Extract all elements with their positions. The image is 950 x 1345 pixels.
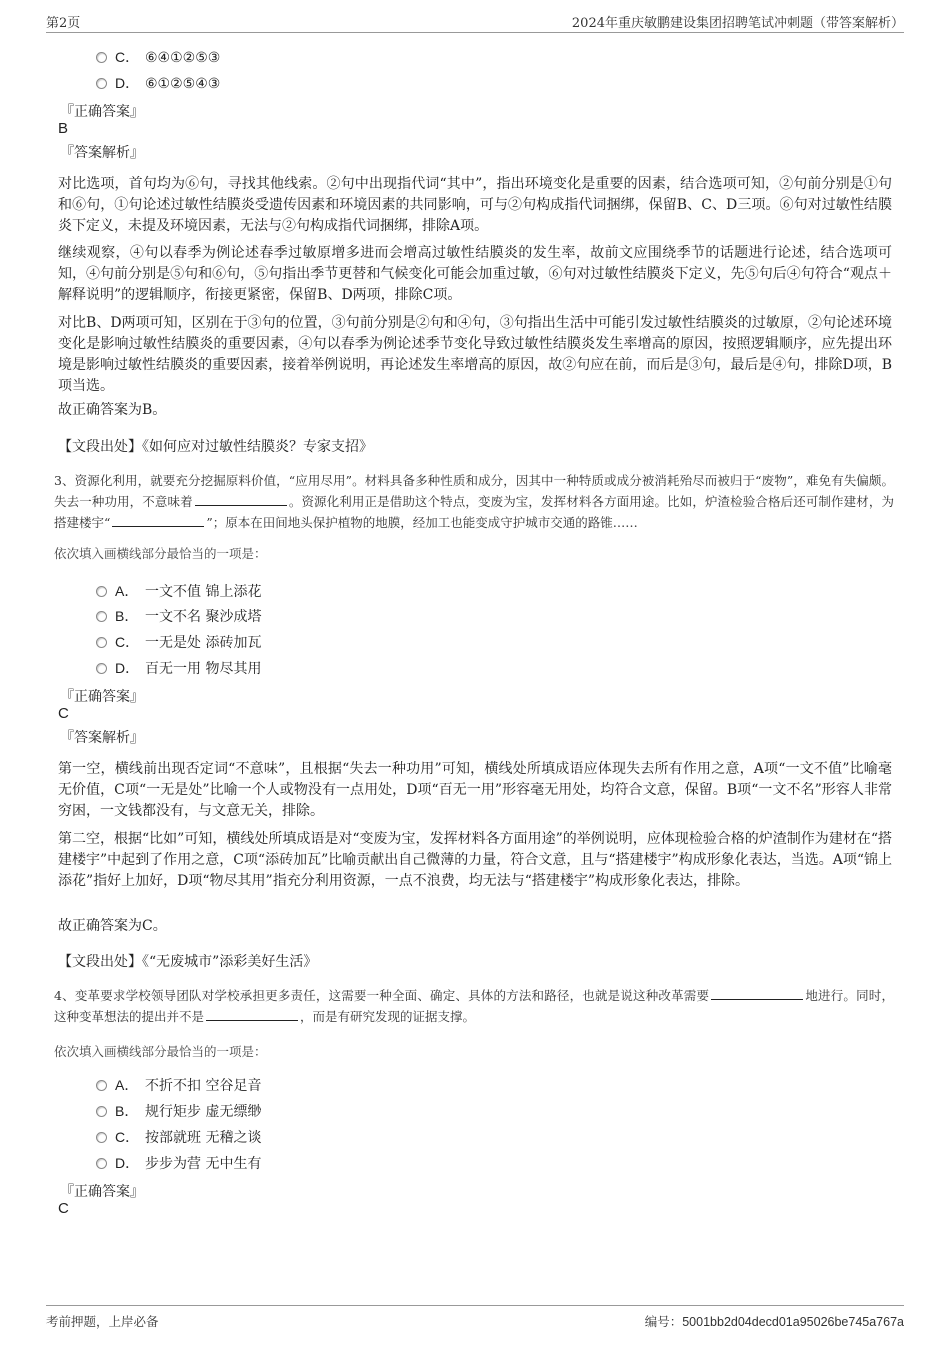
blank-line[interactable] [711, 986, 803, 1000]
q3-option-c[interactable]: C． 一无是处 添砖加瓦 [96, 632, 261, 652]
q4-option-d[interactable]: D． 步步为营 无中生有 [96, 1153, 261, 1173]
q3-answer-label: 『正确答案』 [60, 689, 144, 705]
q2-answer: B [58, 120, 69, 137]
radio-icon[interactable] [96, 52, 107, 63]
q4-prompt: 依次填入画横线部分最恰当的一项是： [54, 1044, 267, 1059]
q2-conclusion: 故正确答案为B。 [58, 402, 167, 418]
q4-option-a[interactable]: A． 不折不扣 空谷足音 [96, 1075, 261, 1095]
radio-icon[interactable] [96, 1158, 107, 1169]
q2-option-d[interactable]: D． ⑥①②⑤④③ [96, 73, 220, 93]
radio-icon[interactable] [96, 1132, 107, 1143]
radio-icon[interactable] [96, 611, 107, 622]
q3-conclusion: 故正确答案为C。 [58, 918, 167, 934]
q3-option-b[interactable]: B． 一文不名 聚沙成塔 [96, 606, 261, 626]
page-header [46, 10, 904, 33]
q3-analysis-label: 『答案解析』 [60, 730, 144, 746]
q2-option-c[interactable]: C． ⑥④①②⑤③ [96, 47, 220, 67]
q4-answer: C [58, 1200, 69, 1217]
page-footer [46, 1305, 904, 1330]
blank-line[interactable] [112, 513, 204, 527]
q3-prompt: 依次填入画横线部分最恰当的一项是： [54, 546, 267, 561]
q3-analysis-paragraph: 第一空，横线前出现否定词“不意味”，且根据“失去一种功用”可知，横线处所填成语应体现失去所有作用之意，A项“一文不值”比喻毫无价值，C项“一无是处”比喻一个人或物没有一点用处，D项“百无一用”形容毫无用处，均符合文意，保留。B项“一文不名”形容人非常穷困，一文钱都没有，与文意无关，排除。 [58, 761, 892, 819]
q2-analysis-paragraph: 继续观察，④句以春季为例论述春季过敏原增多进而会增高过敏性结膜炎的发生率，故前文应围绕季节的话题进行论述，结合选项可知，④句前分别是⑤句和⑥句，⑤句指出季节更替和气候变化可能会加重过敏，⑥句对过敏性结膜炎下定义，先⑤句后④句符合“观点＋解释说明”的逻辑顺序，衔接更紧密，保留B、D两项，排除C项。 [58, 245, 892, 303]
document-title: 2024年重庆敏鹏建设集团招聘笔试冲刺题（带答案解析） [571, 16, 904, 31]
q4-option-b[interactable]: B． 规行矩步 虚无缥缈 [96, 1101, 261, 1121]
q4-option-c[interactable]: C． 按部就班 无稽之谈 [96, 1127, 261, 1147]
q2-analysis-paragraph: 对比B、D两项可知，区别在于③句的位置，③句前分别是②句和④句，③句指出生活中可能引发过敏性结膜炎的过敏原，②句论述环境变化是影响过敏性结膜炎的重要因素，④句以春季为例论述季节变化导致过敏性结膜炎发生率增高的原因，按照逻辑顺序，应先提出环境是影响过敏性结膜炎的重要因素，接着举例说明，再论述发生率增高的原因，故②句应在前，而后是③句，最后是④句，排除D项，B项当选。 [58, 315, 892, 394]
page-number: 第2页 [46, 16, 81, 31]
q3-analysis-paragraph: 第二空，根据“比如”可知，横线处所填成语是对“变废为宝，发挥材料各方面用途”的举例说明，应体现检验合格的炉渣制作为建材在“搭建楼宇”中起到了作用之意，C项“添砖加瓦”比喻贡献出自己微薄的力量，符合文意，且与“搭建楼宇”构成形象化表达，当选。A项“锦上添花”指好上加好，D项“物尽其用”指充分利用资源，一点不浪费，均无法与“搭建楼宇”构成形象化表达，排除。 [58, 831, 892, 889]
blank-line[interactable] [206, 1007, 298, 1021]
q3-stem: 3、资源化利用，就要充分挖掘原料价值，“应用尽用”。材料具备多种性质和成分，因其中一种特质或成分被消耗殆尽而被归于“废物”，难免有失偏颇。失去一种功用，不意味着 。资源化利用正是借助这个特点，变废为宝，发挥材料各方面用途。比如，炉渣检验合格后还可制作建材，为搭建楼宇“ ”；原本在田间地头保护植物的地膜，经加工也能变成守护城市交通的路锥…… [54, 473, 894, 530]
q2-source: 【文段出处】《如何应对过敏性结膜炎？专家支招》 [58, 439, 373, 455]
q2-answer-label: 『正确答案』 [60, 104, 144, 120]
radio-icon[interactable] [96, 637, 107, 648]
q3-answer: C [58, 705, 69, 722]
radio-icon[interactable] [96, 78, 107, 89]
q3-option-a[interactable]: A． 一文不值 锦上添花 [96, 581, 261, 601]
blank-line[interactable] [195, 492, 287, 506]
radio-icon[interactable] [96, 1080, 107, 1091]
q3-option-d[interactable]: D． 百无一用 物尽其用 [96, 658, 261, 678]
radio-icon[interactable] [96, 586, 107, 597]
radio-icon[interactable] [96, 663, 107, 674]
footer-slogan: 考前押题，上岸必备 [46, 1314, 159, 1329]
q4-answer-label: 『正确答案』 [60, 1184, 144, 1200]
q2-analysis-paragraph: 对比选项，首句均为⑥句，寻找其他线索。②句中出现指代词“其中”，指出环境变化是重要的因素，结合选项可知，②句前分别是①句和⑥句，①句论述过敏性结膜炎受遗传因素和环境因素的共同影响，可与②句构成指代词捆绑，保留B、C、D三项。⑥句对过敏性结膜炎下定义，未提及环境因素，无法与②句构成指代词捆绑，排除A项。 [58, 176, 892, 234]
q2-analysis-label: 『答案解析』 [60, 145, 144, 161]
q3-source: 【文段出处】《“无废城市”添彩美好生活》 [58, 954, 318, 970]
q4-stem: 4、变革要求学校领导团队对学校承担更多责任，这需要一种全面、确定、具体的方法和路径，也就是说这种改革需要 地进行。同时，这种变革想法的提出并不是 ，而是有研究发现的证据支撑。 [54, 988, 894, 1024]
document-code: 编号：5001bb2d04decd01a95026be745a767a [644, 1314, 904, 1329]
radio-icon[interactable] [96, 1106, 107, 1117]
